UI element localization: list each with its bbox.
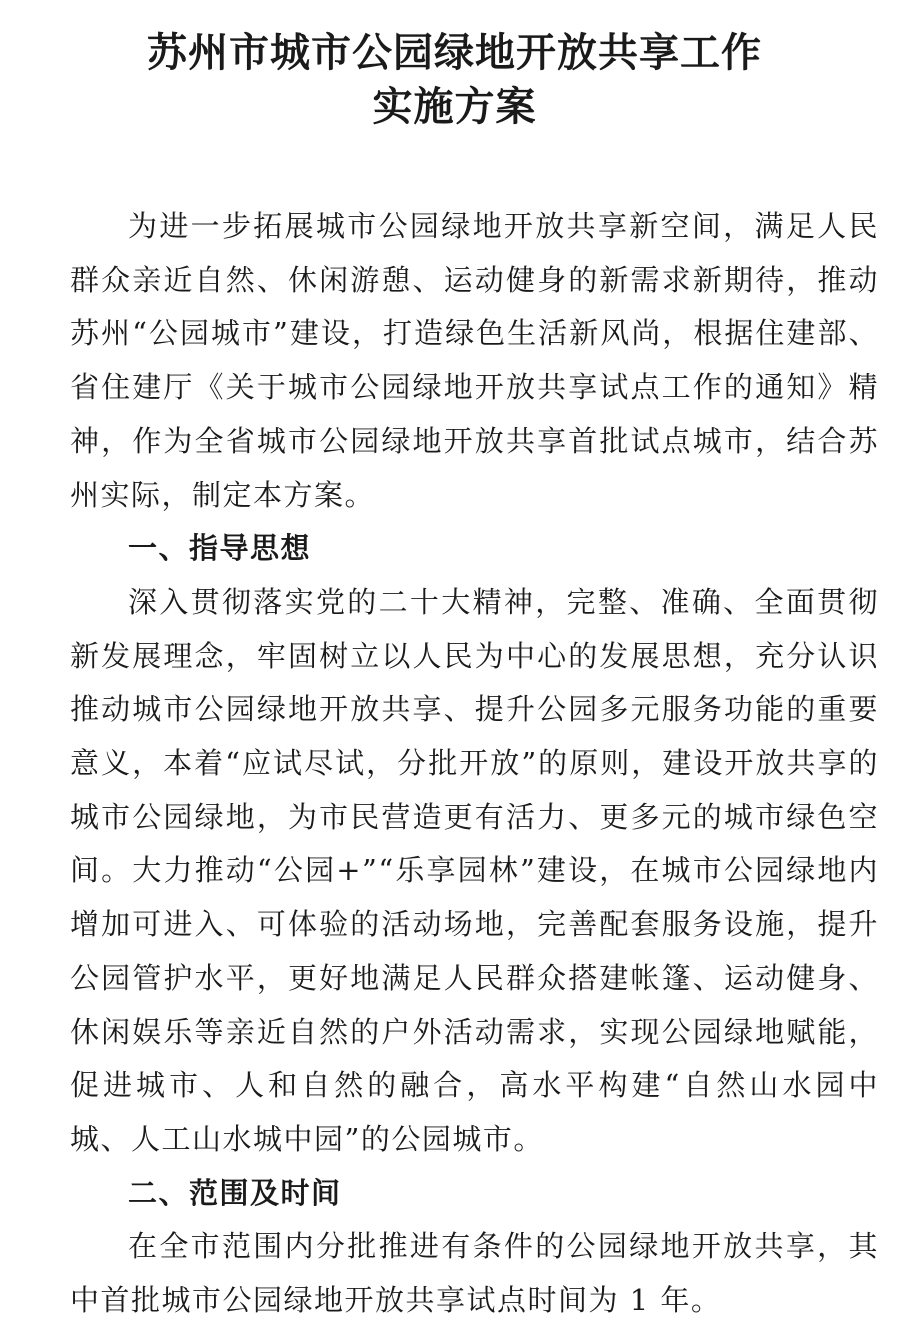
document-title	[30, 26, 879, 134]
title-line-2: 实施方案	[372, 84, 537, 130]
document-body	[70, 200, 879, 1328]
title-line-1: 苏州市城市公园绿地开放共享工作	[147, 30, 762, 76]
section-heading-guiding-ideology: 一、指导思想	[128, 531, 312, 566]
section-paragraph-scope-and-time: 在全市范围内分批推进有条件的公园绿地开放共享，其中首批城市公园绿地开放共享试点时间为 1 年。	[70, 1229, 879, 1318]
section-paragraph-guiding-ideology: 深入贯彻落实党的二十大精神，完整、准确、全面贯彻新发展理念，牢固树立以人民为中心的发展思想，充分认识推动城市公园绿地开放共享、提升公园多元服务功能的重要意义，本着“应试尽试，分批开放”的原则，建设开放共享的城市公园绿地，为市民营造更有活力、更多元的城市绿色空间。大力推动“公园+”“乐享园林”建设，在城市公园绿地内增加可进入、可体验的活动场地，完善配套服务设施，提升公园管护水平，更好地满足人民群众搭建帐篷、运动健身、休闲娱乐等亲近自然的户外活动需求，实现公园绿地赋能，促进城市、人和自然的融合，高水平构建“自然山水园中城、人工山水城中园”的公园城市。	[70, 584, 879, 1156]
section-heading-scope-and-time: 二、范围及时间	[128, 1175, 342, 1210]
intro-paragraph: 为进一步拓展城市公园绿地开放共享新空间，满足人民群众亲近自然、休闲游憩、运动健身的新需求新期待，推动苏州“公园城市”建设，打造绿色生活新风尚，根据住建部、省住建厅《关于城市公园绿地开放共享试点工作的通知》精神，作为全省城市公园绿地开放共享首批试点城市，结合苏州实际，制定本方案。	[70, 209, 879, 512]
